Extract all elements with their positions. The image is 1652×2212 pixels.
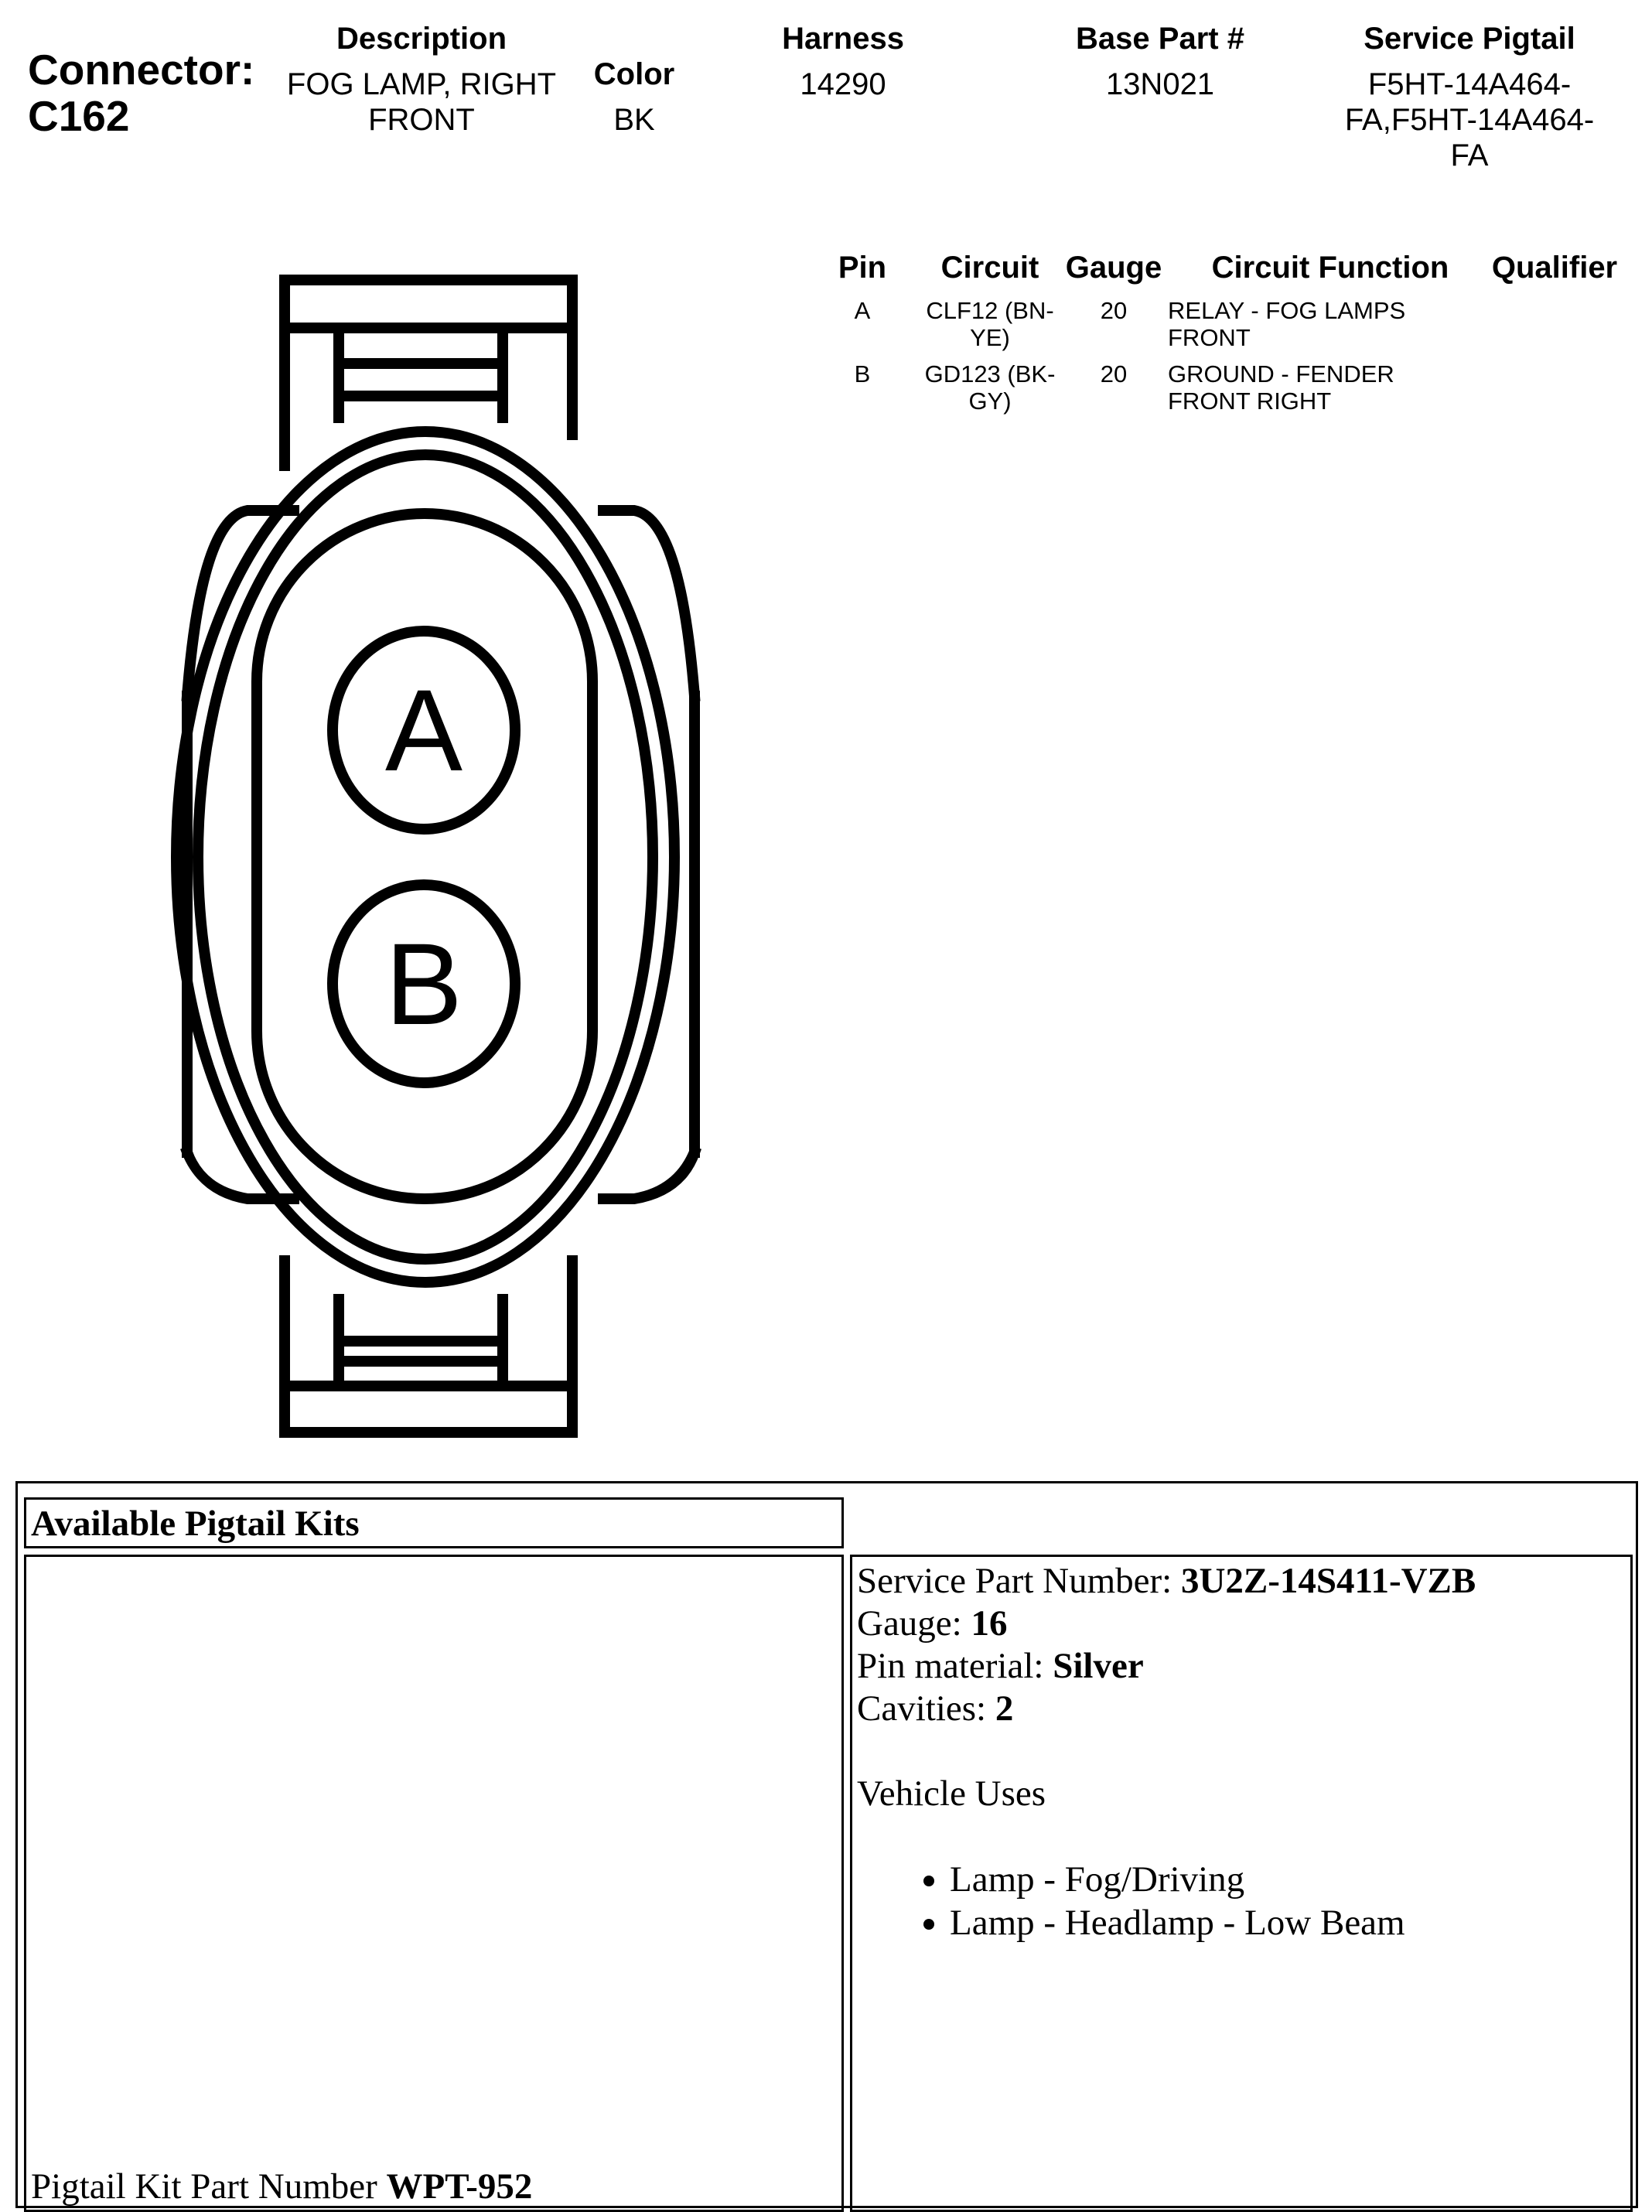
pin-material-value: Silver [1053,1646,1144,1686]
pigtail-kits-title: Available Pigtail Kits [31,1504,360,1544]
kit-gauge [857,1603,1626,1645]
pigtail-kit-details-box [850,1555,1633,2212]
cavity-insert [257,514,592,1199]
connector-id: C162 [28,92,130,140]
vehicle-uses-heading: Vehicle Uses [857,1773,1046,1814]
pin-cell: A [854,297,871,324]
list-item: • Lamp - Fog/Driving [950,1858,1626,1901]
housing-outer-oval [176,432,674,1282]
base-part-value: 13N021 [1105,67,1215,101]
cavities-value: 2 [995,1688,1014,1729]
function-line-1: RELAY - FOG LAMPS [1168,297,1406,324]
service-part-label: Service Part Number: [857,1561,1181,1601]
pin-column-header: Pin [838,251,887,285]
harness-value: 14290 [800,67,886,101]
circuit-column-header: Circuit [940,251,1039,285]
cavities-label: Cavities: [857,1688,995,1729]
connector-face-diagram [124,263,727,1454]
service-pigtail-line-1: F5HT-14A464- [1367,67,1572,101]
pigtail-kit-image-box [24,1555,844,2212]
circuit-line-2: GY) [968,387,1012,415]
top-latch [285,280,572,466]
gauge-cell: 20 [1100,297,1128,324]
service-pigtail-value [1315,67,1624,173]
service-pigtail-header: Service Pigtail [1364,22,1575,56]
side-tabs [187,510,695,1199]
function-line-1: GROUND - FENDER [1168,360,1394,387]
description-header: Description [336,22,507,56]
function-line-2: FRONT RIGHT [1168,387,1332,415]
gauge-column-header: Gauge [1065,251,1162,285]
pigtail-kit-part-number [31,2166,532,2208]
qualifier-column-header: Qualifier [1491,251,1618,285]
description-value [271,67,572,138]
table-row [820,297,1640,359]
pigtail-kits-section [15,1481,1638,2208]
circuit-cell [913,297,1067,351]
kit-part-value: WPT-952 [386,2166,533,2207]
pin-material-label: Pin material: [857,1646,1053,1686]
kit-gauge-value: 16 [971,1603,1008,1644]
circuit-line-2: YE) [970,324,1010,351]
service-part-number [857,1560,1626,1603]
color-value: BK [613,103,655,137]
circuit-line-1: CLF12 (BN- [926,297,1054,324]
description-line-1: FOG LAMP, RIGHT [286,67,557,101]
kit-part-label: Pigtail Kit Part Number [31,2166,387,2207]
pigtail-kits-title-box [24,1497,844,1548]
service-pigtail-line-3: FA [1450,138,1489,172]
pin-cell: B [854,360,871,387]
function-cell [1168,297,1462,351]
description-line-2: FRONT [368,103,475,137]
color-header: Color [593,57,675,91]
vehicle-uses-list [857,1858,1626,1944]
service-pigtail-line-2: FA,F5HT-14A464- [1344,103,1595,137]
circuit-function-column-header: Circuit Function [1211,251,1449,285]
connector-title [28,46,254,139]
circuit-cell [913,360,1067,415]
pin-material [857,1645,1626,1688]
pin-b-label: B [384,919,463,1049]
pin-a-label: A [384,665,463,795]
function-cell [1168,360,1462,415]
service-part-value: 3U2Z-14S411-VZB [1180,1561,1476,1601]
harness-header: Harness [782,22,904,56]
cavities [857,1688,1626,1730]
table-row [820,360,1640,422]
gauge-cell: 20 [1100,360,1128,387]
function-line-2: FRONT [1168,324,1251,351]
kit-gauge-label: Gauge: [857,1603,971,1644]
connector-label: Connector: [28,46,255,94]
circuit-line-1: GD123 (BK- [924,360,1056,387]
list-item: • Lamp - Headlamp - Low Beam [950,1901,1626,1944]
housing-inner-oval [198,455,653,1259]
base-part-header: Base Part # [1076,22,1244,56]
